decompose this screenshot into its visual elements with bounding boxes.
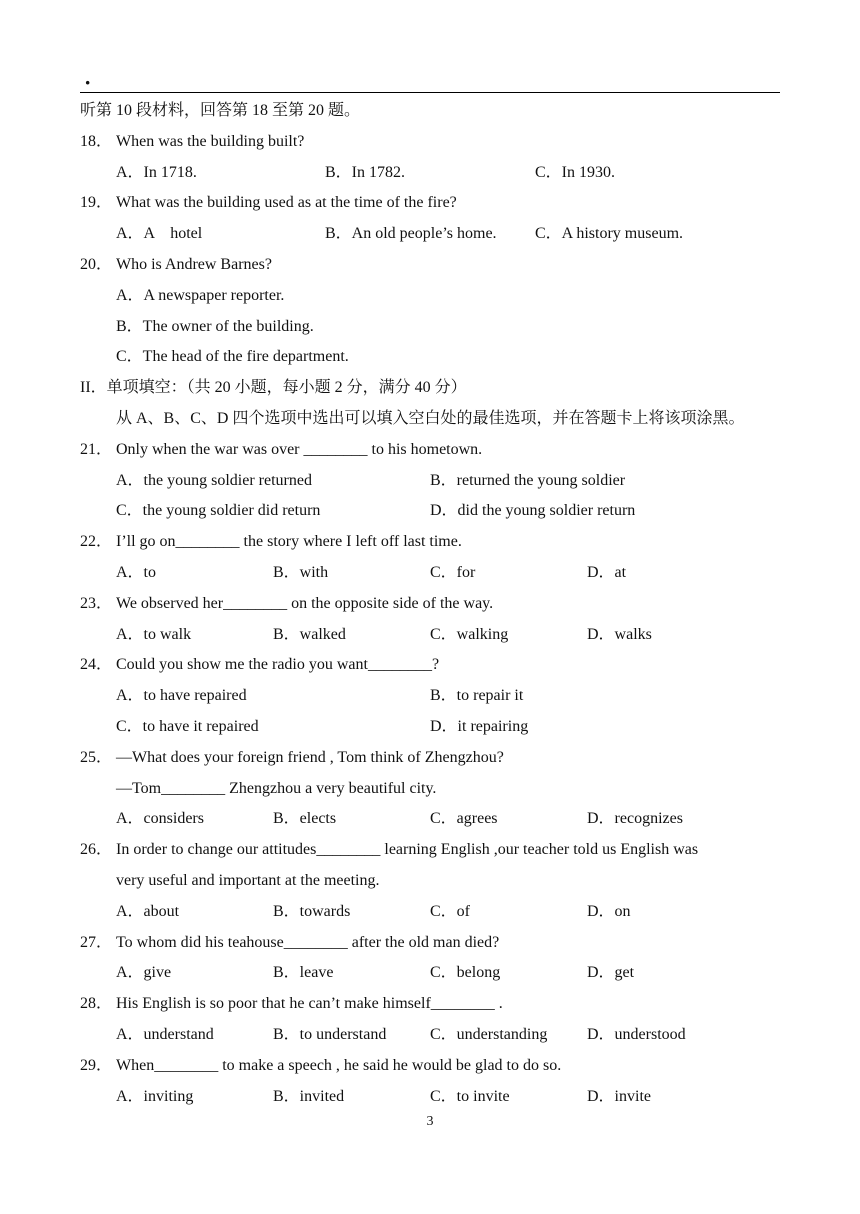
option-b: B．to understand [273, 1025, 387, 1043]
question-stem: To whom did his teahouse________ after the old man died? [116, 933, 500, 951]
question-26 [80, 835, 785, 866]
question-18 [80, 127, 785, 158]
option-c: C．The head of the fire department. [116, 348, 349, 366]
option-d: D．invite [587, 1087, 651, 1105]
question-28 [80, 989, 785, 1020]
question-25 [80, 743, 785, 774]
header-dot: · [84, 70, 92, 95]
question-number: 19． [80, 194, 113, 212]
question-stem: What was the building used as at the time of the fire? [116, 194, 457, 212]
option-b: B．The owner of the building. [116, 317, 314, 335]
question-number: 27． [80, 933, 113, 951]
question-stem: Who is Andrew Barnes? [116, 255, 272, 273]
question-27 [80, 928, 785, 959]
option-b: B．In 1782. [325, 163, 406, 181]
question-stem: I’ll go on________ the story where I left off last time. [116, 533, 462, 551]
question-number: 28． [80, 995, 113, 1013]
option-b: B．towards [273, 902, 351, 920]
question-number: 18． [80, 132, 113, 150]
question-29 [80, 1051, 785, 1082]
option-c: C．understanding [430, 1025, 548, 1043]
option-c: C．to have it repaired [116, 717, 259, 735]
option-a: A．In 1718. [116, 163, 197, 181]
question-number: 20． [80, 255, 113, 273]
question-22 [80, 527, 785, 558]
option-c: C．belong [430, 964, 501, 982]
option-d: D．walks [587, 625, 652, 643]
option-b: B．returned the young soldier [430, 471, 626, 489]
options-18 [80, 158, 785, 189]
question-stem: —What does your foreign friend , Tom think of Zhengzhou? [116, 748, 504, 766]
options-23 [80, 620, 785, 651]
question-stem: Could you show me the radio you want________? [116, 656, 440, 674]
option-a: A．to have repaired [116, 687, 247, 705]
options-25 [80, 804, 785, 835]
options-21-row2 [80, 496, 785, 527]
option-c: C．A history museum. [535, 225, 684, 243]
options-26 [80, 897, 785, 928]
question-stem: When________ to make a speech , he said he would be glad to do so. [116, 1056, 562, 1074]
header-rule [80, 92, 780, 93]
exam-page [80, 96, 785, 1112]
question-stem-continued: —Tom________ Zhengzhou a very beautiful city. [116, 779, 437, 797]
options-28 [80, 1020, 785, 1051]
question-stem: His English is so poor that he can’t make himself________ . [116, 995, 503, 1013]
option-a: A．understand [116, 1025, 214, 1043]
option-d: D．recognizes [587, 810, 683, 828]
option-c: C．In 1930. [535, 163, 616, 181]
question-24 [80, 650, 785, 681]
options-24-row2 [80, 712, 785, 743]
question-21 [80, 435, 785, 466]
option-a: A．about [116, 902, 180, 920]
option-d: D．did the young soldier return [430, 502, 636, 520]
question-stem-continued: very useful and important at the meeting. [116, 871, 380, 889]
question-number: 21． [80, 440, 113, 458]
question-stem: Only when the war was over ________ to his hometown. [116, 440, 483, 458]
option-d: D．understood [587, 1025, 686, 1043]
option-a: A．A hotel [116, 225, 203, 243]
question-20 [80, 250, 785, 281]
option-a: A．inviting [116, 1087, 194, 1105]
option-a: A．considers [116, 810, 204, 828]
option-c: C．the young soldier did return [116, 502, 321, 520]
option-d: D．it repairing [430, 717, 529, 735]
option-b: B．elects [273, 810, 337, 828]
question-23 [80, 589, 785, 620]
option-d: D．at [587, 563, 627, 581]
option-b: B．leave [273, 964, 334, 982]
question-number: 22． [80, 533, 113, 551]
question-number: 25． [80, 748, 113, 766]
question-number: 24． [80, 656, 113, 674]
option-a: A．to walk [116, 625, 192, 643]
option-c: C．of [430, 902, 471, 920]
question-stem: We observed her________ on the opposite side of the way. [116, 594, 494, 612]
option-b: B．with [273, 563, 329, 581]
option-b: B．walked [273, 625, 346, 643]
option-a: A．the young soldier returned [116, 471, 312, 489]
option-c: C．for [430, 563, 476, 581]
options-27 [80, 958, 785, 989]
options-22 [80, 558, 785, 589]
option-a: A．A newspaper reporter. [116, 286, 285, 304]
question-stem: When was the building built? [116, 132, 305, 150]
page-number: 3 [426, 1114, 434, 1129]
question-number: 26． [80, 841, 113, 859]
question-number: 23． [80, 594, 113, 612]
option-c: C．to invite [430, 1087, 510, 1105]
part2-instruction: 从 A、B、C、D 四个选项中选出可以填入空白处的最佳选项，并在答题卡上将该项涂黑。 [116, 409, 745, 427]
options-24-row1 [80, 681, 785, 712]
part2-title: II．单项填空：（共 20 小题，每小题 2 分，满分 40 分） [80, 379, 467, 397]
question-number: 29． [80, 1056, 113, 1074]
question-19 [80, 188, 785, 219]
option-b: B．An old people’s home. [325, 225, 497, 243]
question-stem: In order to change our attitudes________ learning English ,our teacher told us English was [116, 841, 699, 859]
option-d: D．on [587, 902, 631, 920]
section-intro: 听第 10 段材料，回答第 18 至第 20 题。 [80, 102, 361, 119]
options-29 [80, 1082, 785, 1113]
option-a: A．give [116, 964, 172, 982]
option-c: C．walking [430, 625, 509, 643]
option-b: B．to repair it [430, 687, 524, 705]
options-21-row1 [80, 466, 785, 497]
option-c: C．agrees [430, 810, 498, 828]
option-d: D．get [587, 964, 635, 982]
option-b: B．invited [273, 1087, 345, 1105]
option-a: A．to [116, 563, 157, 581]
options-19 [80, 219, 785, 250]
